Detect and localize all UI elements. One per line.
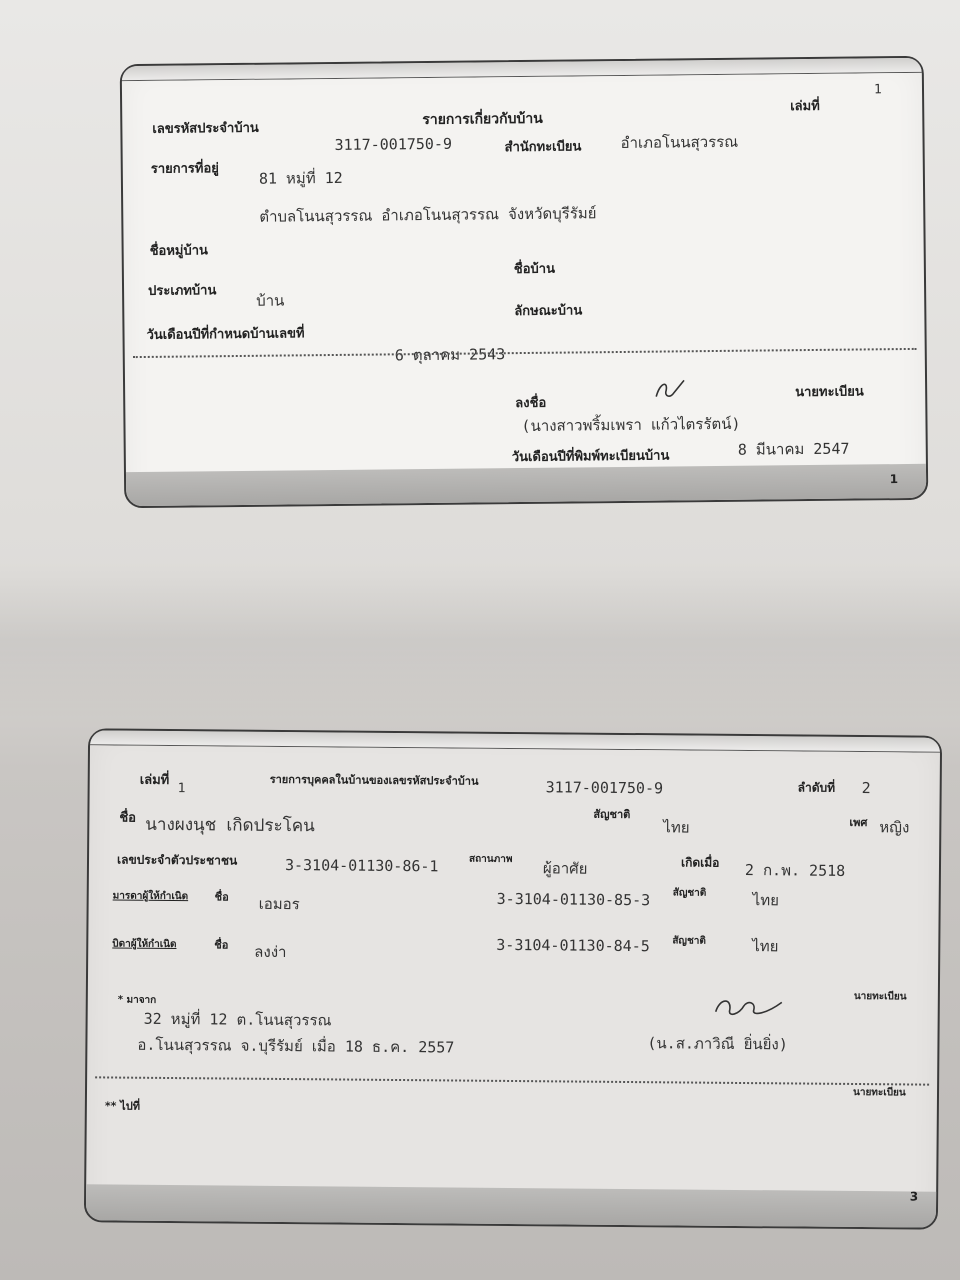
mother-nationality-label: สัญชาติ bbox=[672, 887, 707, 899]
registrar-signature bbox=[710, 992, 790, 1023]
born-date: 2 ก.พ. 2518 bbox=[744, 861, 846, 880]
person-name: นางผงนุช เกิดประโคน bbox=[145, 814, 315, 837]
father-label: บิดาผู้ให้กำเนิด bbox=[112, 938, 177, 951]
status-label: สถานภาพ bbox=[468, 853, 513, 865]
separator-line bbox=[95, 1076, 929, 1085]
house-code-label: เลขรหัสประจำบ้าน bbox=[152, 120, 259, 137]
father-nationality: ไทย bbox=[752, 937, 779, 956]
book-number: 1 bbox=[873, 82, 882, 98]
mother-name-label: ชื่อ bbox=[214, 890, 229, 904]
moved-from-line2: อ.โนนสุวรรณ จ.บุรีรัมย์ เมื่อ 18 ธ.ค. 2557 bbox=[137, 1035, 455, 1057]
book-number: 1 bbox=[177, 781, 186, 797]
registrar-name: (น.ส.ภาวิณี ยิ่นยิ่ง) bbox=[647, 1034, 788, 1054]
registrar-label: นายทะเบียน bbox=[795, 384, 864, 401]
card-bottom-band bbox=[126, 464, 926, 506]
page-number: 3 bbox=[909, 1189, 919, 1204]
house-type-label: ประเภทบ้าน bbox=[147, 283, 217, 299]
status: ผู้อาศัย bbox=[542, 859, 588, 878]
assigned-date-label: วันเดือนปีที่กำหนดบ้านเลขที่ bbox=[146, 326, 305, 343]
house-code: 3117-001750-9 bbox=[545, 778, 664, 798]
book-label: เล่มที่ bbox=[790, 98, 820, 115]
card-bottom-band bbox=[86, 1184, 936, 1227]
registrar-label: นายทะเบียน bbox=[852, 1086, 906, 1099]
separator-line bbox=[133, 348, 917, 358]
print-date-label: วันเดือนปีที่พิมพ์ทะเบียนบ้าน bbox=[511, 448, 670, 466]
name-label: ชื่อ bbox=[119, 810, 137, 826]
moved-from-line1: 32 หมู่ที่ 12 ต.โนนสุวรรณ bbox=[143, 1009, 332, 1030]
record-title: รายการบุคคลในบ้านของเลขรหัสประจำบ้าน bbox=[269, 772, 479, 788]
card-top-band bbox=[122, 58, 922, 81]
address-label: รายการที่อยู่ bbox=[150, 161, 219, 177]
house-code: 3117-001750-9 bbox=[334, 134, 453, 154]
card-top-band bbox=[90, 730, 940, 752]
registry-office: อำเภอโนนสุวรรณ bbox=[620, 132, 739, 152]
paper-shadow bbox=[0, 560, 960, 720]
nationality: ไทย bbox=[663, 818, 690, 837]
id-label: เลขประจำตัวประชาชน bbox=[116, 852, 238, 868]
address-line2: ตำบลโนนสุวรรณ อำเภอโนนสุวรรณ จังหวัดบุรีรัมย์ bbox=[259, 204, 597, 226]
signed-label: ลงชื่อ bbox=[515, 395, 547, 412]
father-name: ลงง่า bbox=[254, 942, 287, 962]
nationality-label: สัญชาติ bbox=[593, 807, 631, 822]
registry-office-label: สำนักทะเบียน bbox=[504, 139, 582, 156]
mother-label: มารดาผู้ให้กำเนิด bbox=[112, 890, 189, 903]
registrar-label: นายทะเบียน bbox=[853, 990, 907, 1003]
order-label: ลำดับที่ bbox=[797, 780, 836, 795]
father-id: 3-3104-01130-84-5 bbox=[496, 935, 650, 956]
mother-name: เอมอร bbox=[258, 894, 300, 914]
person-record-card bbox=[84, 728, 942, 1229]
book-label: เล่มที่ bbox=[139, 772, 170, 788]
id-number: 3-3104-01130-86-1 bbox=[284, 856, 439, 876]
mother-id: 3-3104-01130-85-3 bbox=[496, 889, 651, 910]
house-name-label: ชื่อบ้าน bbox=[513, 261, 556, 278]
father-name-label: ชื่อ bbox=[214, 938, 229, 952]
record-title: รายการเกี่ยวกับบ้าน bbox=[422, 110, 543, 129]
page-number: 1 bbox=[889, 472, 899, 487]
print-date: 8 มีนาคม 2547 bbox=[737, 439, 850, 459]
order-number: 2 bbox=[861, 779, 871, 798]
moved-to-label: ** ไปที่ bbox=[104, 1099, 141, 1113]
born-label: เกิดเมื่อ bbox=[680, 855, 720, 870]
sex: หญิง bbox=[879, 818, 910, 837]
address-line1: 81 หมู่ที่ 12 bbox=[258, 168, 343, 188]
registrar-name: (นางสาวพริ้มเพรา แก้วไตรรัตน์) bbox=[521, 414, 741, 436]
registrar-signature bbox=[650, 374, 700, 405]
assigned-date: 6 ตุลาคม 2543 bbox=[394, 345, 506, 365]
house-nature-label: ลักษณะบ้าน bbox=[514, 303, 583, 320]
sex-label: เพศ bbox=[849, 815, 868, 830]
house-record-card bbox=[120, 56, 929, 508]
mother-nationality: ไทย bbox=[752, 891, 780, 910]
house-type: บ้าน bbox=[256, 291, 285, 310]
moved-from-label: * มาจาก bbox=[117, 994, 157, 1006]
father-nationality-label: สัญชาติ bbox=[672, 935, 706, 947]
village-name-label: ชื่อหมู่บ้าน bbox=[149, 243, 208, 259]
